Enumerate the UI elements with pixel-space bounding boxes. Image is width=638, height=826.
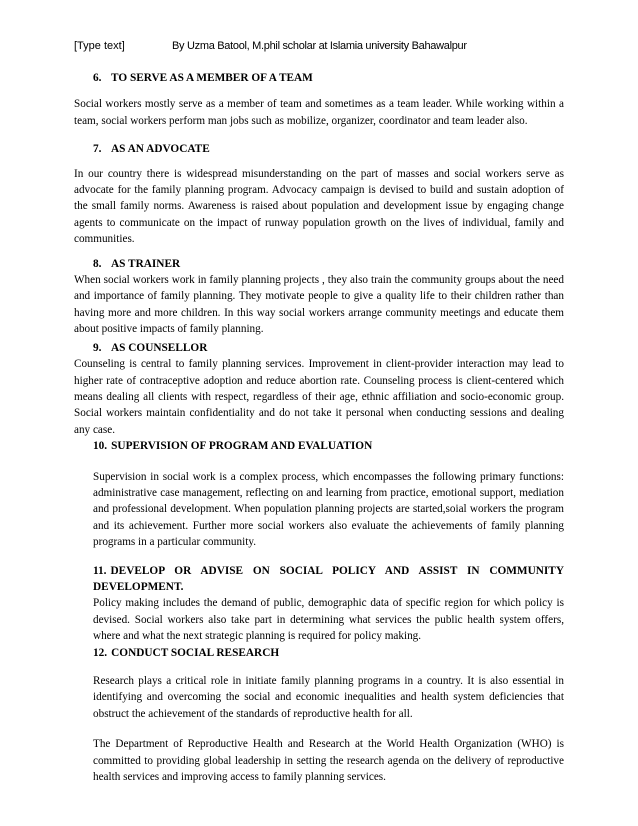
section-heading-6: 6. TO SERVE AS A MEMBER OF A TEAM xyxy=(93,72,313,84)
section-heading-8: 8. AS TRAINER xyxy=(93,257,181,270)
section-body-7: In our country there is widespread misunderstanding on the part of masses and social workers serve as advocate for the family planning program. Advocacy campaign is devised to build and sustain adoption of the small family norms. Awareness is raised about population and development issue by engaging change agents to communicate on the impact of runway population growth on the lives of individual, family and communities. xyxy=(74,167,564,246)
page-header xyxy=(74,40,467,52)
section-heading-9: 9. AS COUNSELLOR xyxy=(93,341,208,354)
section-body-11: Policy making includes the demand of public, demographic data of specific region for which policy is devised. Social workers also take part in determining what services the public health system offers, where and what the next strategic planning is required for policy making. xyxy=(93,597,564,643)
section-heading-11: 11. DEVELOP OR ADVISE ON SOCIAL POLICY AND ASSIST IN COMMUNITY DEVELOPMENT. xyxy=(93,564,564,593)
section-body-10: Supervision in social work is a complex process, which encompasses the following primary functions: administrative case management, reflecting on and learning from practice, emotional support, mediation and professional development. When population planning projects are started,soial workers the program and its achievement. Further more social workers also evaluate the achievements of family planning programs in a particular community. xyxy=(93,470,564,549)
section-heading-12: 12. CONDUCT SOCIAL RESEARCH xyxy=(93,646,280,659)
section-body-6: Social workers mostly serve as a member of team and sometimes as a team leader. While working within a team, social workers perform man jobs such as mobilize, organizer, coordinator and team leader also. xyxy=(74,98,564,127)
section-body-8: When social workers work in family planning projects , they also train the community groups about the need and importance of family planning. They motivate people to give a quality life to their children rather than having more and more children. In this way social workers arrange community meetings and educate them about positive impacts of family planning. xyxy=(74,274,564,336)
section-body-9: Counseling is central to family planning services. Improvement in client-provider interaction may lead to higher rate of contraceptive adoption and reduce abortion rate. Counseling process is client-centered which means dealing all clients with respect, regardless of their age, ethnic affiliation and socio-economic group. Social workers maintain confidentiality and do not take it personal when conducting sessions and dealing any case. xyxy=(74,358,564,436)
section-body-12: Research plays a critical role in initiate family planning programs in a country. It is also essential in identifying and overcoming the social and economic inequalities and health system deficiencies that obstruct the achievement of the standards of reproductive health for all. xyxy=(93,675,564,720)
section-heading-10: 10. SUPERVISION OF PROGRAM AND EVALUATION xyxy=(93,440,373,453)
section-11 xyxy=(74,563,564,645)
document-body xyxy=(74,70,564,785)
section-body-12-who: The Department of Reproductive Health and Research at the World Health Organization (WHO) is committed to providing global leadership in setting the research agenda on the delivery of reproductive health services and improving access to family planning services. xyxy=(93,738,564,784)
header-placeholder-text: [Type text] xyxy=(74,40,125,52)
header-author-text: By Uzma Batool, M.phil scholar at Islamia university Bahawalpur xyxy=(172,40,467,52)
section-heading-7: 7. AS AN ADVOCATE xyxy=(93,143,210,156)
